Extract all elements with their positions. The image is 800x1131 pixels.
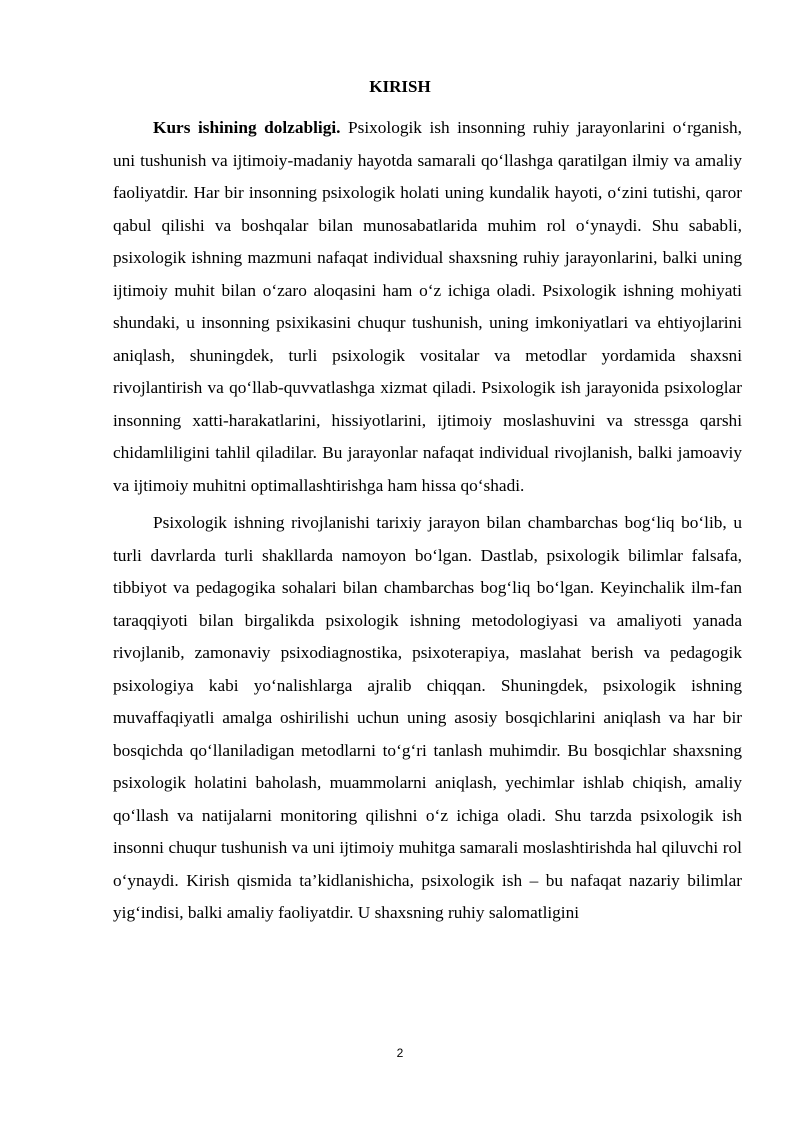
paragraph-1-text: Psixologik ish insonning ruhiy jarayonlarini o‘rganish, uni tushunish va ijtimoiy-madaniy hayotda samarali qo‘llashga qaratilgan ilmiy va amaliy faoliyatdir. Har bir insonning psixologik holati uning kundalik hayoti, o‘zini tutishi, qaror qabul qilishi va boshqalar bilan munosabatlarida muhim rol o‘ynaydi. Shu sababli, psixologik ishning mazmuni nafaqat individual shaxsning ruhiy jarayonlarini, balki uning ijtimoiy muhit bilan o‘zaro aloqasini ham o‘z ichiga oladi. Psixologik ishning mohiyati shundaki, u insonning psixikasini chuqur tushunish, uning imkoniyatlari va ehtiyojlarini aniqlash, shuningdek, turli psixologik vositalar va metodlar yordamida shaxsni rivojlantirish va qo‘llab-quvvatlashga xizmat qiladi. Psixologik ish jarayonida psixologlar insonning xatti-harakatlarini, hissiyotlarini, ijtimoiy moslashuvini va stressga qarshi chidamliligini tahlil qiladilar. Bu jarayonlar nafaqat individual rivojlanish, balki jamoaviy va ijtimoiy muhitni optimallashtirishga ham hissa qo‘shadi.: [113, 118, 743, 495]
paragraph-2: [113, 507, 742, 930]
paragraph-2-text: Psixologik ishning rivojlanishi tarixiy jarayon bilan chambarchas bog‘liq bo‘lib, u turli davrlarda turli shakllarda namoyon bo‘lgan. Dastlab, psixologik bilimlar falsafa, tibbiyot va pedagogika sohalari bilan chambarchas bog‘liq bo‘lgan. Keyinchalik ilm-fan taraqqiyoti bilan birgalikda psixologik ishning metodologiyasi va amaliyoti yanada rivojlanib, zamonaviy psixodiagnostika, psixoterapiya, maslahat berish va pedagogik psixologiya kabi yo‘nalishlarga ajralib chiqqan. Shuningdek, psixologik ishning muvaffaqiyatli amalga oshirilishi uchun uning asosiy bosqichlarini aniqlash va har bir bosqichda qo‘llaniladigan metodlarni to‘g‘ri tanlash muhimdir. Bu bosqichlar shaxsning psixologik holatini baholash, muammolarni aniqlash, yechimlar ishlab chiqish, amaliy qo‘llash va natijalarni monitoring qilishni o‘z ichiga oladi. Shu tarzda psixologik ish insonni chuqur tushunish va uni ijtimoiy muhitga samarali moslashtirishda hal qiluvchi rol o‘ynaydi. Kirish qismida ta’kidlanishicha, psixologik ish – bu nafaqat nazariy bilimlar yig‘indisi, balki amaliy faoliyatdir. U shaxsning ruhiy salomatligini: [113, 513, 742, 922]
paragraph-1: [113, 112, 742, 502]
page-number: 2: [396, 1046, 404, 1060]
body-text: [113, 112, 742, 930]
paragraph-lead: Kurs ishining dolzabligi.: [153, 118, 341, 137]
section-title: KIRISH: [369, 77, 431, 96]
